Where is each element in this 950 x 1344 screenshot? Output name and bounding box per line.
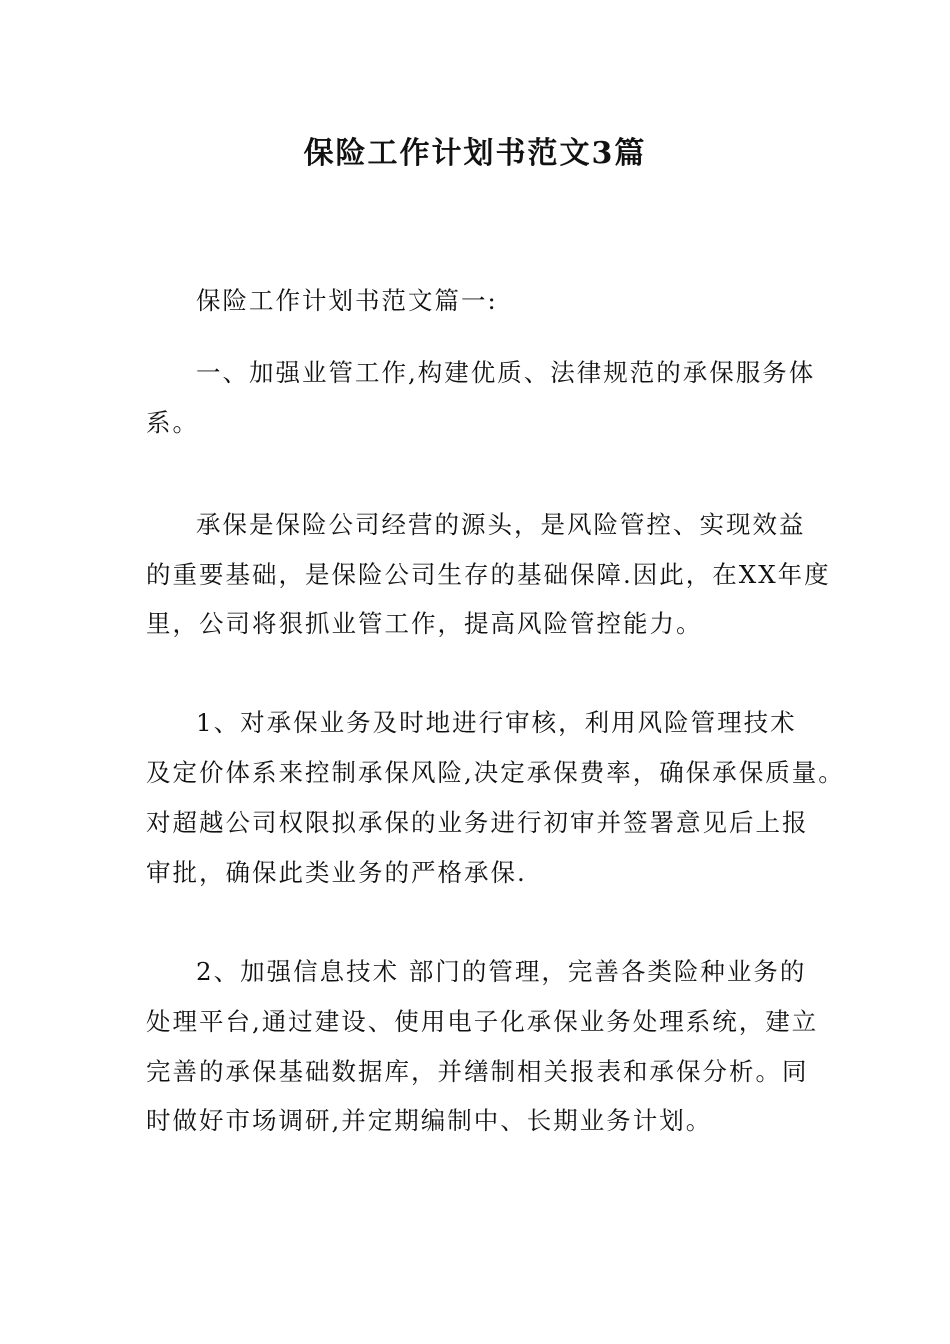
section-heading: 保险工作计划书范文篇一: — [196, 286, 498, 315]
paragraph-line: 里，公司将狠抓业管工作，提高风险管控能力。 — [146, 609, 703, 638]
paragraph-line: 承保是保险公司经营的源头，是风险管控、实现效益 — [196, 510, 806, 539]
paragraph-line: 审批，确保此类业务的严格承保. — [146, 858, 527, 887]
paragraph-line: 系。 — [146, 408, 199, 437]
paragraph-line: 对超越公司权限拟承保的业务进行初审并签署意见后上报 — [146, 808, 809, 837]
paragraph-line: 的重要基础，是保险公司生存的基础保障.因此，在XX年度 — [146, 560, 831, 589]
paragraph-line: 一、加强业管工作,构建优质、法律规范的承保服务体 — [196, 358, 816, 387]
paragraph-line: 及定价体系来控制承保风险,决定承保费率，确保承保质量。 — [146, 758, 845, 787]
paragraph-line: 处理平台,通过建设、使用电子化承保业务处理系统，建立 — [146, 1007, 819, 1036]
paragraph-line: 完善的承保基础数据库，并缮制相关报表和承保分析。同 — [146, 1057, 809, 1086]
paragraph-line: 2、加强信息技术 部门的管理，完善各类险种业务的 — [196, 957, 807, 986]
paragraph-line: 时做好市场调研,并定期编制中、长期业务计划。 — [146, 1106, 713, 1135]
document-title: 保险工作计划书范文3篇 — [303, 136, 647, 171]
paragraph-line: 1、对承保业务及时地进行审核，利用风险管理技术 — [196, 708, 797, 737]
